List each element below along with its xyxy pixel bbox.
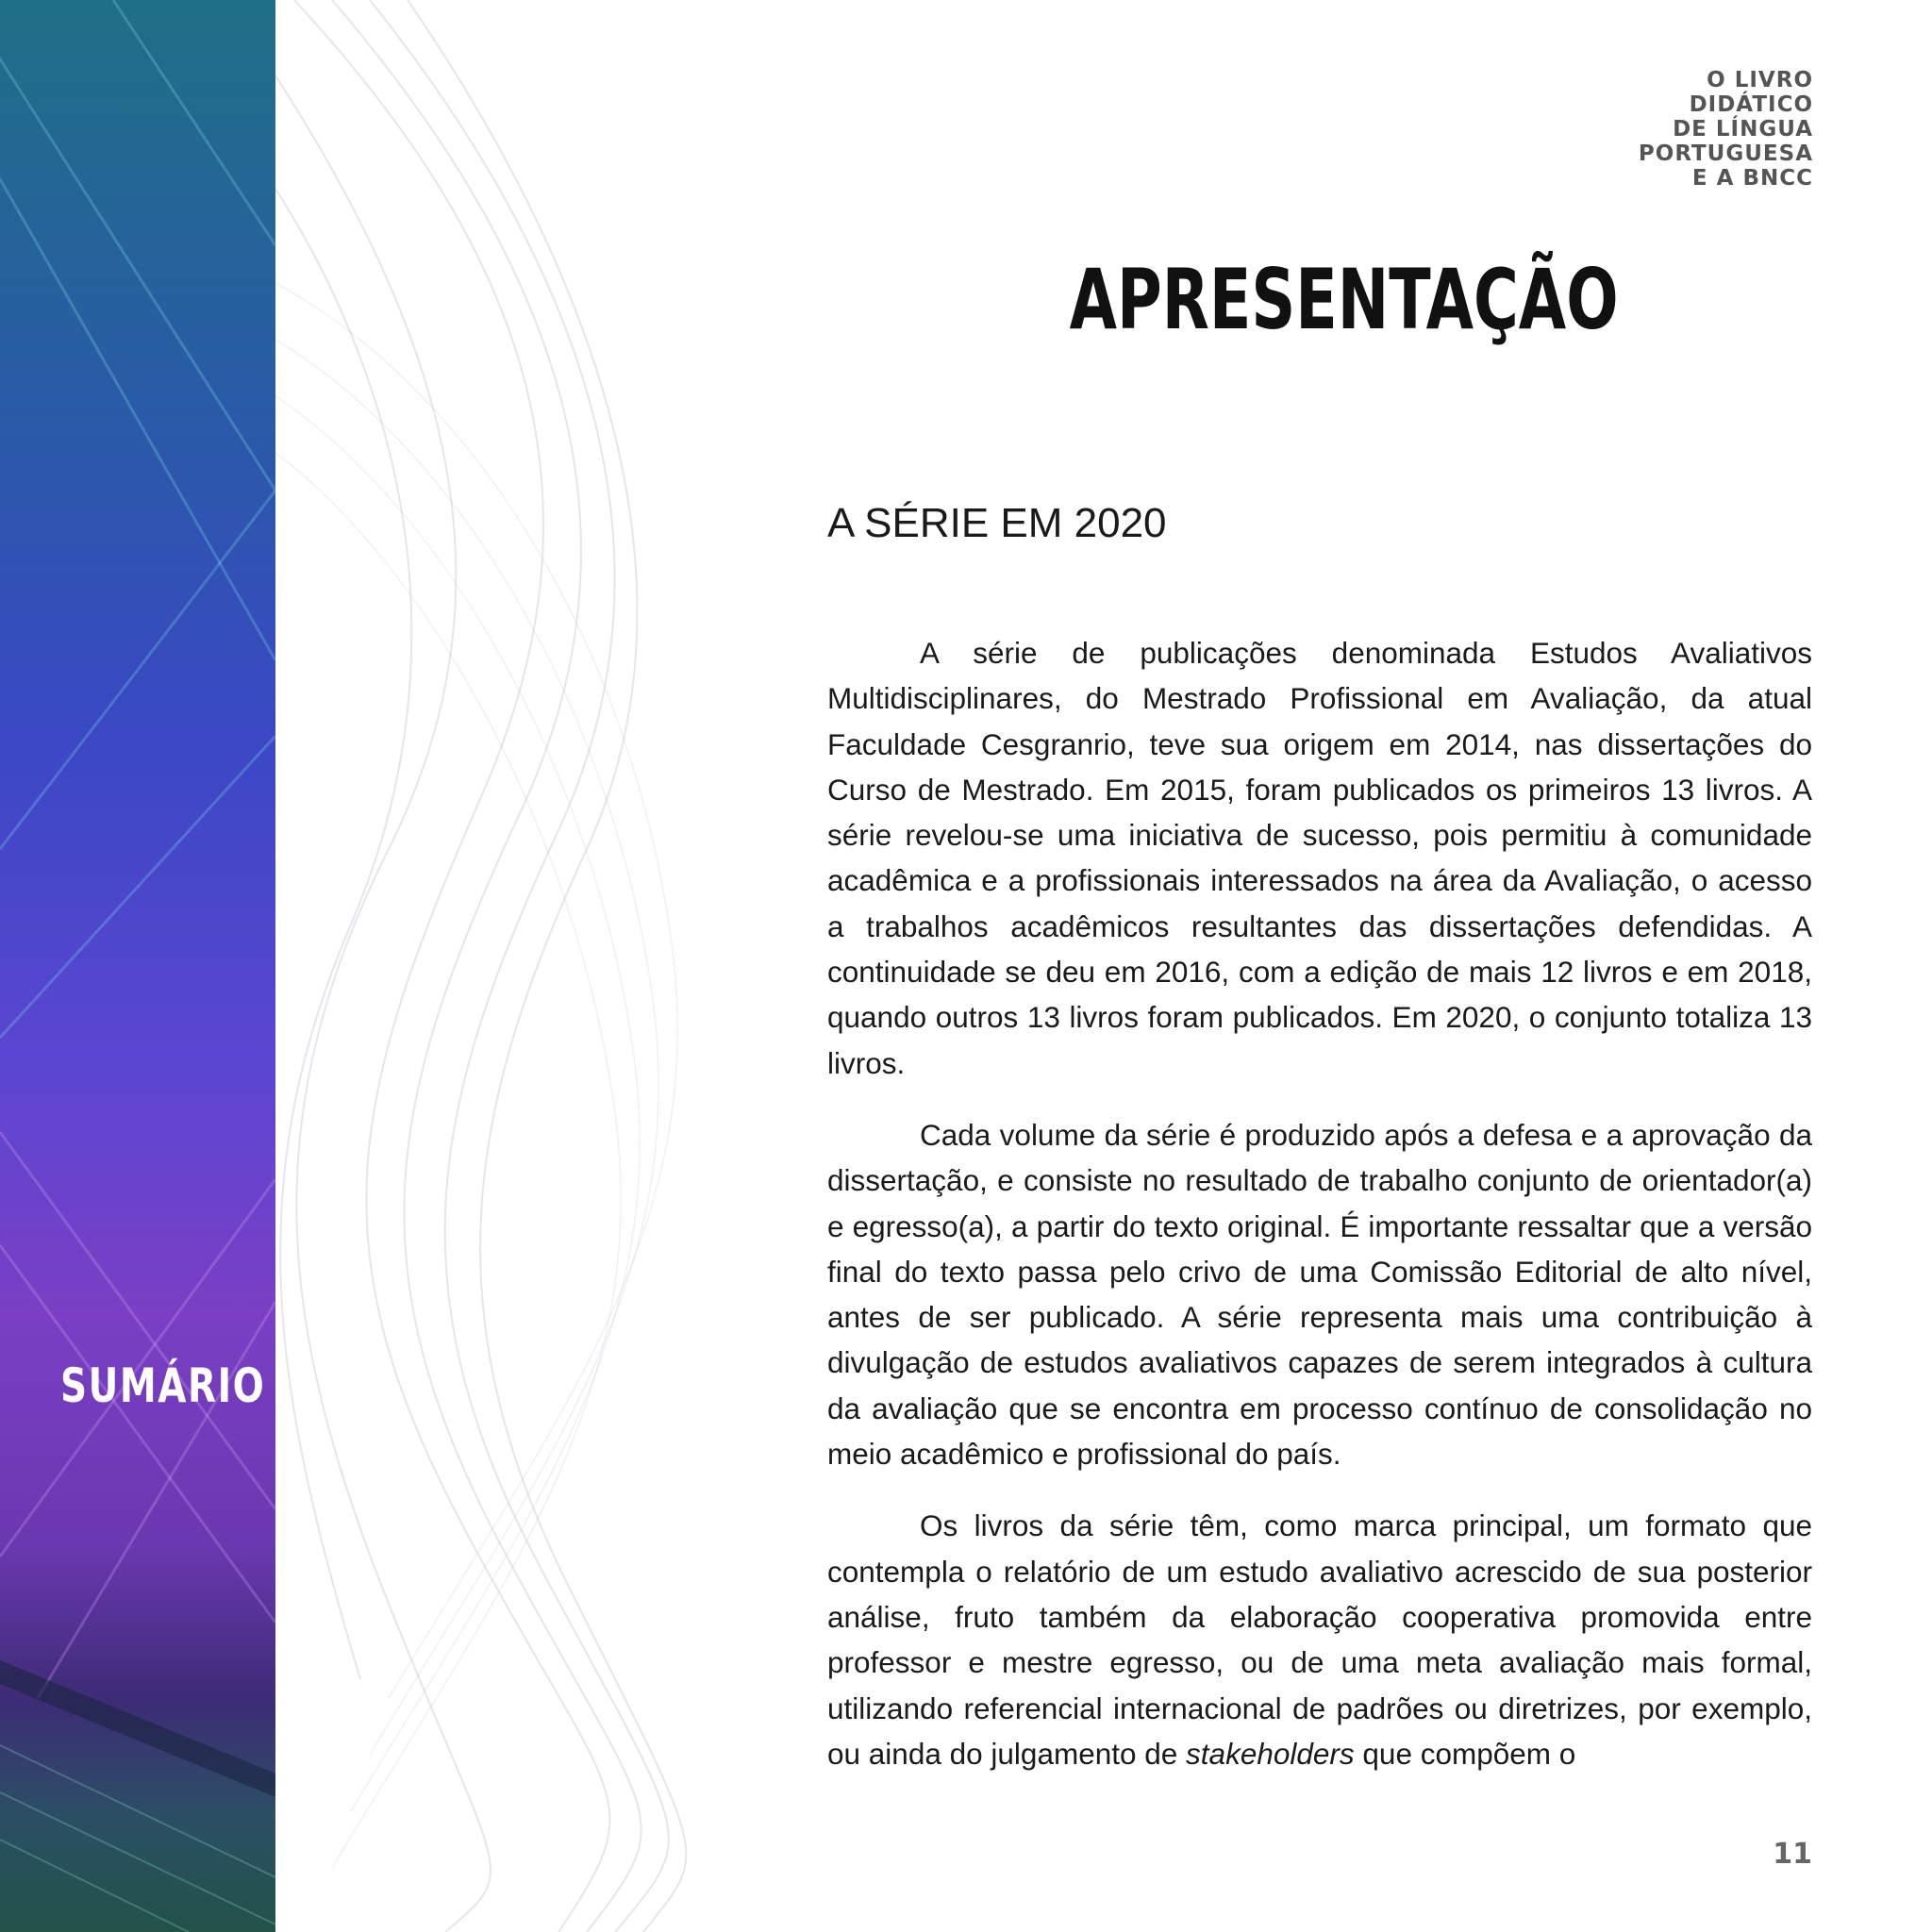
page-heading: APRESENTAÇÃO [1069,251,1619,348]
sumario-link[interactable]: SUMÁRIO [60,1358,266,1413]
book-title-line: O LIVRO [1707,68,1813,92]
book-title-line: DIDÁTICO [1689,92,1813,117]
book-title-line: PORTUGUESA [1638,142,1813,166]
emphasis-text: stakeholders [1186,1736,1355,1771]
paragraph [827,1503,1812,1776]
page-number: 11 [1773,1838,1812,1871]
book-title [1624,68,1813,191]
paragraph: Cada volume da série é produzido após a defesa e a aprovação da dissertação, e consiste no resultado de trabalho conjunto de orientador(a) e egresso(a), a partir do texto original. É importante ressaltar que a versão final do texto passa pelo crivo de uma Comissão Editorial de alto nível, antes de ser publicado. A série representa mais uma contribuição à divulgação de estudos avaliativos capazes de serem integrados à cultura da avaliação que se encontra em processo contínuo de consolidação no meio acadêmico e profissional do país. [827,1117,1812,1472]
body-text [827,630,1812,1803]
paragraph: A série de publicações denominada Estudos Avaliativos Multidisciplinares, do Mestrado Profissional em Avaliação, da atual Faculdade Cesgranrio, teve sua origem em 2014, nas dissertações do Curso de Mestrado. Em 2015, foram publicados os primeiros 13 livros. A série revelou-se uma iniciativa de sucesso, pois permitiu à comunidade acadêmica e a profissionais interessados na área da Avaliação, o acesso a trabalhos acadêmicos resultantes das dissertações defendidas. A continuidade se deu em 2016, com a edição de mais 12 livros e em 2018, quando outros 13 livros foram publicados. Em 2020, o conjunto totaliza 13 livros. [827,636,1812,1080]
book-title-line: DE LÍNGUA [1673,117,1813,142]
decorative-wave-background [275,0,709,1932]
sidebar-panel [0,0,275,1932]
book-title-line: E A BNCC [1691,166,1813,191]
paragraph-text: Os livros da série têm, como marca principal, um formato que contempla o relatório de um estudo avaliativo acrescido de sua posterior análise, fruto também da elaboração cooperativa promovida entre professor e mestre egresso, ou de uma meta avaliação mais formal, utilizando referencial internacional de padrões ou diretrizes, por exemplo, ou ainda do julgamento de [827,1508,1812,1771]
paragraph-text: que compõem o [1354,1736,1576,1771]
section-title: A SÉRIE EM 2020 [827,500,1167,546]
sidebar-light-pattern [0,0,275,1932]
